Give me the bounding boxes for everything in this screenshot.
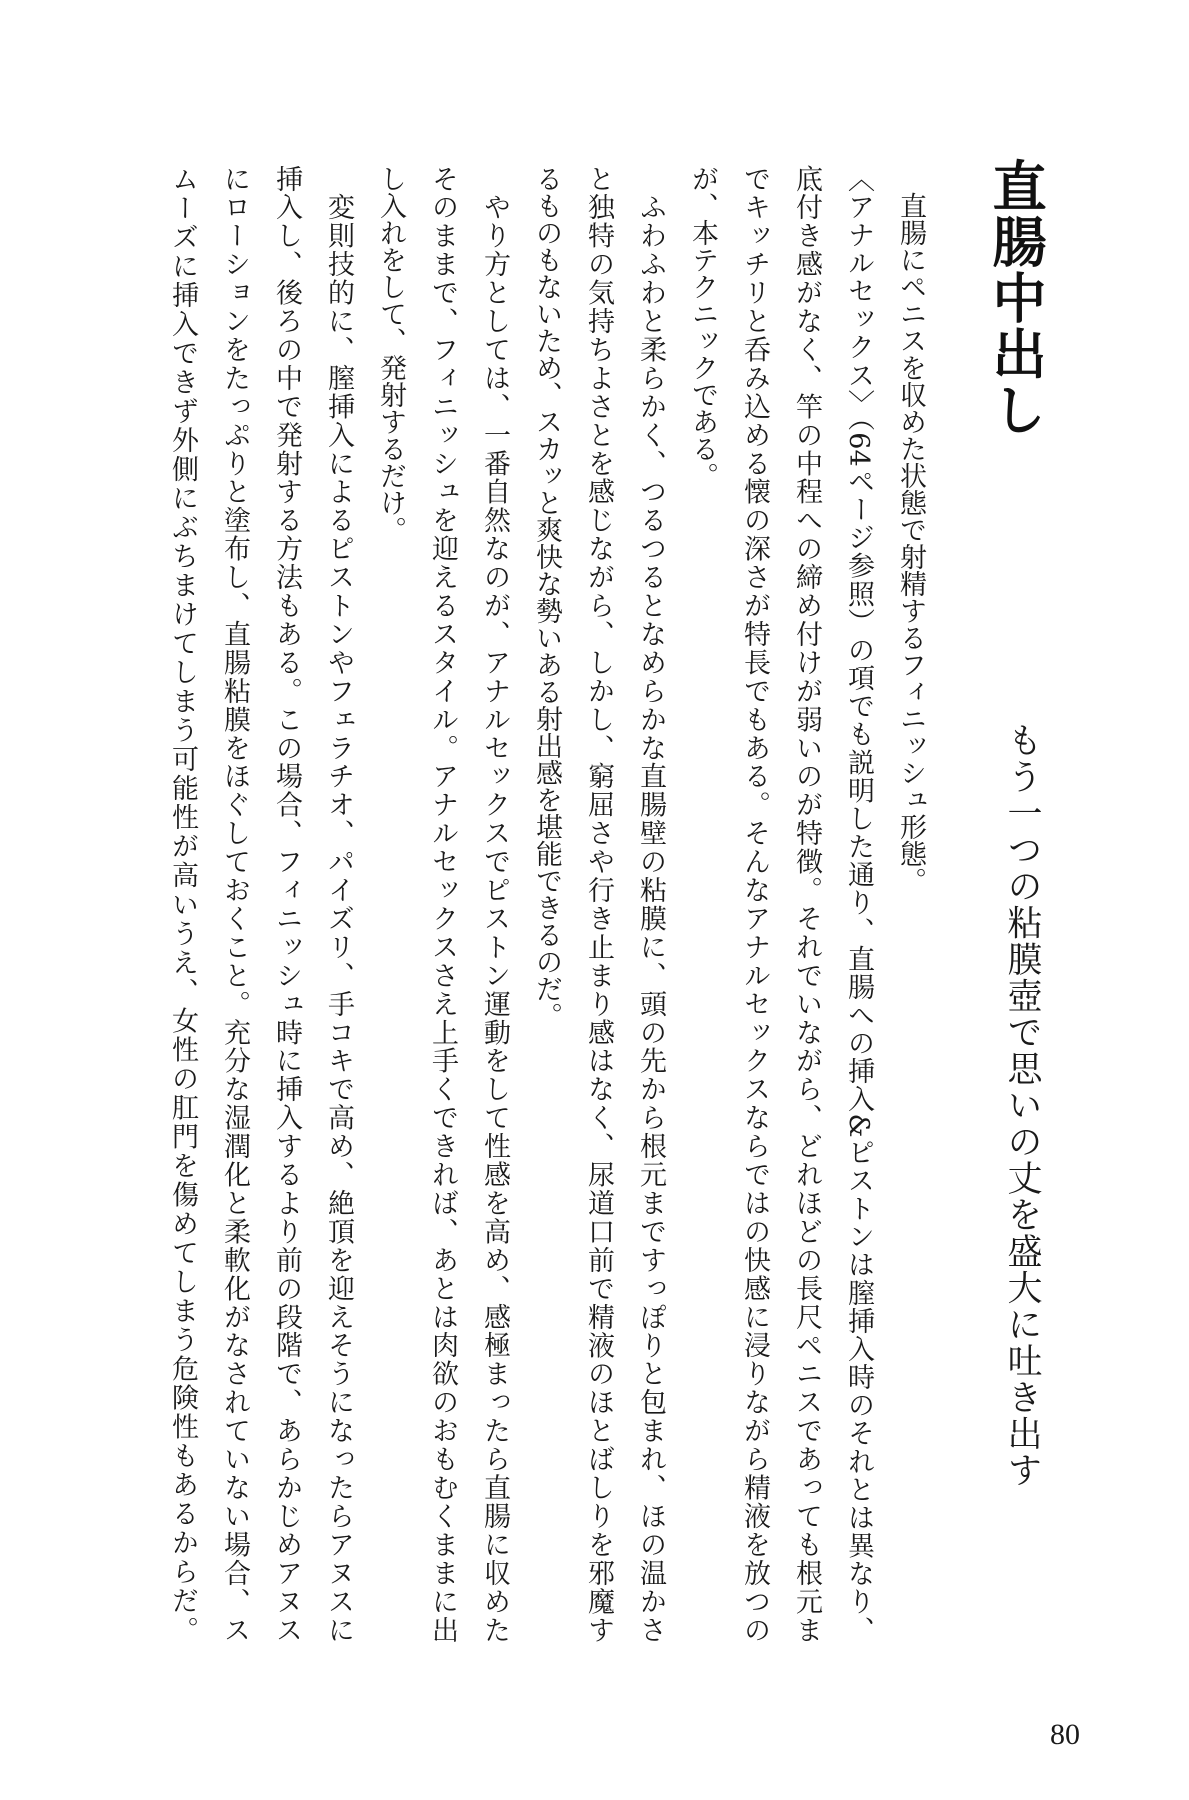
body-text-column: ムーズに挿入できず外側にぶちまけてしまう可能性が高いうえ、女性の肛門を傷めてしまう危険性もあるからだ。 — [167, 165, 198, 1643]
body-text-column: 〈アナルセックス〉（64ページ参照）の項でも説明した通り、直腸への挿入&ピストンは膣挿入時のそれとは異なり、 — [843, 165, 874, 1643]
body-text-column: 底付き感がなく、竿の中程への締め付けが弱いのが特徴。それでいながら、どれほどの長尺ペニスであっても根元ま — [791, 165, 822, 1644]
body-text-column: やり方としては、一番自然なのが、アナルセックスでピストン運動をして性感を高め、感極まったら直腸に収めた — [479, 165, 510, 1643]
body-text-column: と独特の気持ちよさとを感じながら、しかし、窮屈さや行き止まり感はなく、尿道口前で精液のほとばしりを邪魔す — [583, 165, 614, 1644]
body-text-column: が、本テクニックである。 — [687, 165, 718, 489]
article-subtitle: もう一つの粘膜壺で思いの丈を盛大に吐き出す — [1002, 722, 1042, 1489]
page-number: 80 — [1050, 1718, 1080, 1751]
body-text-column: そのままで、フィニッシュを迎えるスタイル。アナルセックスさえ上手くできれば、あとは肉欲のおもむくままに出 — [427, 165, 458, 1644]
body-text-column: し入れをして、発射するだけ。 — [375, 165, 406, 543]
body-text-column: 挿入し、後ろの中で発射する方法もある。この場合、フィニッシュ時に挿入するより前の段階で、あらかじめアヌス — [271, 165, 302, 1643]
article-title: 直腸中出し — [984, 158, 1048, 438]
body-text-column: にローションをたっぷりと塗布し、直腸粘膜をほぐしておくこと。充分な湿潤化と柔軟化がなされていない場合、ス — [219, 165, 250, 1643]
body-text-column: ふわふわと柔らかく、つるつるとなめらかな直腸壁の粘膜に、頭の先から根元まですっぽりと包まれ、ほの温かさ — [635, 165, 666, 1643]
body-text-column: 変則技的に、膣挿入によるピストンやフェラチオ、パイズリ、手コキで高め、絶頂を迎えそうになったらアヌスに — [323, 165, 354, 1643]
body-text-column: るものもないため、スカッと爽快な勢いある射出感を堪能できるのだ。 — [531, 165, 562, 1029]
body-text-column: 直腸にペニスを収めた状態で射精するフィニッシュ形態。 — [895, 165, 926, 894]
body-text-column: でキッチリと呑み込める懐の深さが特長でもある。そんなアナルセックスならではの快感に浸りながら精液を放つの — [739, 165, 770, 1643]
